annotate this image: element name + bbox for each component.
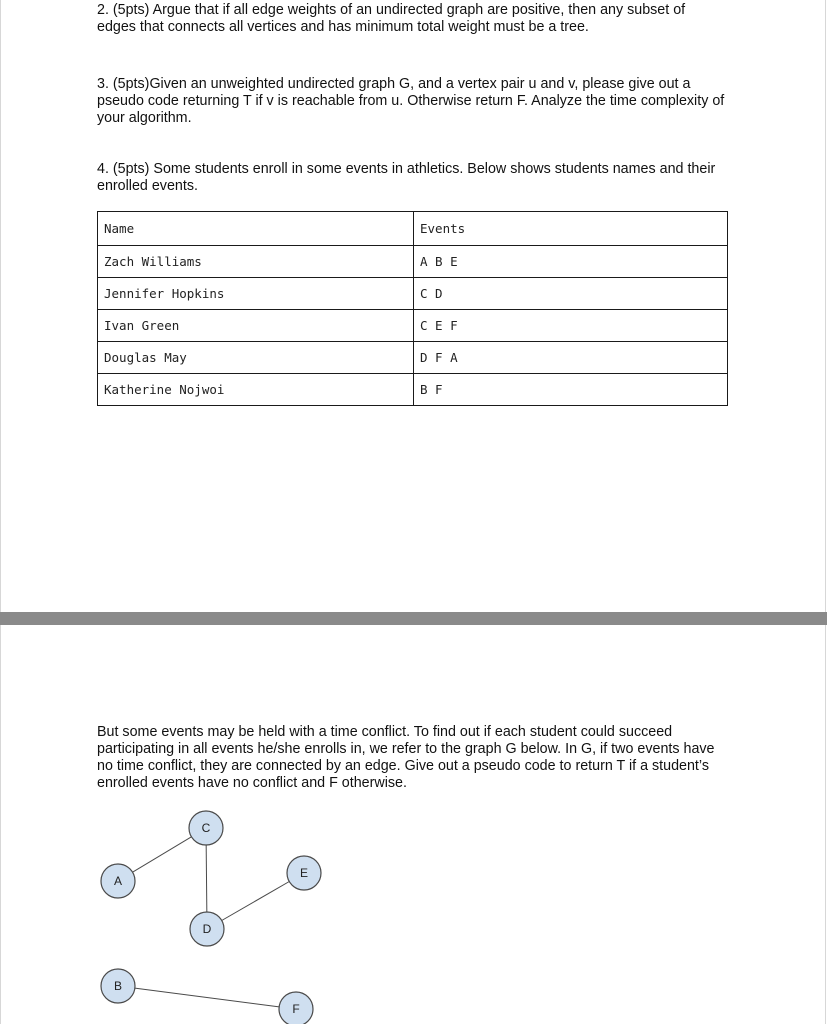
question-4-continuation: But some events may be held with a time conflict. To find out if each student could succeed participating in all events he/she enrolls in, we refer to the graph G below. In G, if two events have no time conflict, they are connected by an edge. Give out a pseudo code to return T if a student’s enrolled events have no conflict and F otherwise. xyxy=(97,724,715,791)
node-label: D xyxy=(202,922,212,936)
node-f xyxy=(279,992,313,1024)
edge-a-c xyxy=(133,837,192,872)
node-c xyxy=(189,811,223,845)
table-header-events: Events xyxy=(414,212,728,246)
question-4-text: 4. (5pts) Some students enroll in some events in athletics. Below shows students names and their enrolled events. xyxy=(97,161,716,194)
student-name-cell: Ivan Green xyxy=(98,310,414,342)
student-name-cell: Douglas May xyxy=(98,342,414,374)
question-2-text: 2. (5pts) Argue that if all edge weights of an undirected graph are positive, then any subset of edges that connects all vertices and has minimum total weight must be a tree. xyxy=(97,2,686,35)
student-name-cell: Zach Williams xyxy=(98,246,414,278)
student-events-cell: D F A xyxy=(414,342,728,374)
student-name-cell: Katherine Nojwoi xyxy=(98,374,414,406)
node-b xyxy=(101,969,135,1003)
student-events-cell: C E F xyxy=(414,310,728,342)
table-header-name: Name xyxy=(98,212,414,246)
node-label: F xyxy=(292,1002,300,1016)
node-a xyxy=(101,864,135,898)
question-3-text: 3. (5pts)Given an unweighted undirected graph G, and a vertex pair u and v, please give out a pseudo code returning T if v is reachable from u. Otherwise return F. Analyze the time complexity of your algorithm. xyxy=(97,76,725,126)
node-label: E xyxy=(299,866,309,880)
edge-c-d xyxy=(206,845,207,912)
student-events-cell: B F xyxy=(414,374,728,406)
student-name-cell: Jennifer Hopkins xyxy=(98,278,414,310)
node-label: C xyxy=(201,821,211,835)
node-label: B xyxy=(113,979,123,993)
graph-nodes xyxy=(101,811,321,1024)
student-events-cell: C D xyxy=(414,278,728,310)
edge-b-f xyxy=(135,988,279,1007)
node-label: A xyxy=(113,874,123,888)
node-d xyxy=(190,912,224,946)
node-e xyxy=(287,856,321,890)
edge-d-e xyxy=(222,881,290,920)
student-events-cell: A B E xyxy=(414,246,728,278)
